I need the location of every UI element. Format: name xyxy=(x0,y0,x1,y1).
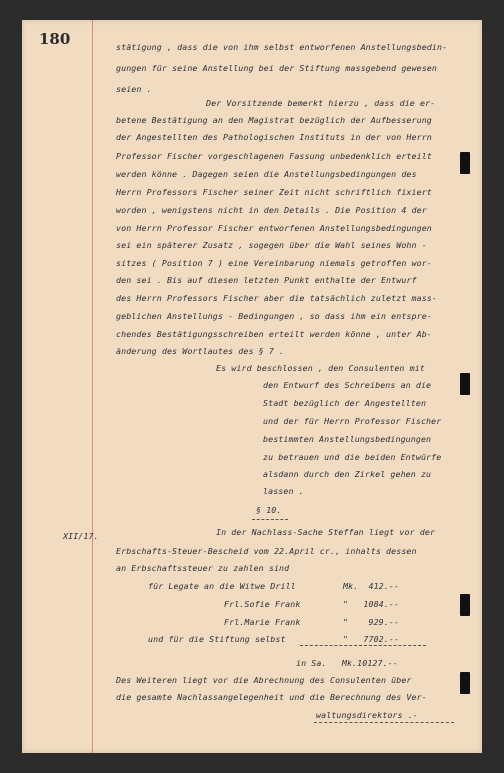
text-line: der Angestellten des Pathologischen Instituts in der von Herrn xyxy=(116,132,432,142)
page-number: 180 xyxy=(39,30,71,48)
binder-tab xyxy=(460,672,470,694)
text-line: und der für Herrn Professor Fischer xyxy=(263,416,442,426)
text-line: betene Bestätigung an den Magistrat bezüglich der Aufbesserung xyxy=(116,115,432,125)
text-line: Es wird beschlossen , den Consulenten mit xyxy=(216,363,425,373)
text-line: waltungsdirektors .- xyxy=(316,710,418,720)
text-line: zu betrauen und die beiden Entwürfe xyxy=(263,452,442,462)
binder-tab xyxy=(460,152,470,174)
text-line: Herrn Professors Fischer seiner Zeit nicht schriftlich fixiert xyxy=(116,187,432,197)
ledger-amount: Mk. 412.-- xyxy=(343,581,400,591)
text-line: worden , wenigstens nicht in den Details . Die Position 4 der xyxy=(116,205,427,215)
text-line: von Herrn Professor Fischer entworfenen Anstellungsbedingungen xyxy=(116,223,432,233)
margin-line xyxy=(92,20,93,753)
ledger-amount: " 929.-- xyxy=(343,617,400,627)
ledger-label: für Legate an die Witwe Drill xyxy=(148,581,296,591)
ledger-label: und für die Stiftung selbst xyxy=(148,634,286,644)
section-underline xyxy=(252,519,288,520)
text-line: In der Nachlass-Sache Steffan liegt vor der xyxy=(216,527,436,537)
text-line: alsdann durch den Zirkel gehen zu xyxy=(263,469,432,479)
sum-rule xyxy=(300,645,426,646)
text-line: Professor Fischer vorgeschlagenen Fassung unbedenklich erteilt xyxy=(116,151,432,161)
text-line: des Herrn Professors Fischer aber die tatsächlich zuletzt mass- xyxy=(116,293,437,303)
text-line: Stadt bezüglich der Angestellten xyxy=(263,398,427,408)
text-line: den Entwurf des Schreibens an die xyxy=(263,380,432,390)
text-line: an Erbschaftssteuer zu zahlen sind xyxy=(116,563,290,573)
text-line: geblichen Anstellungs - Bedingungen , so dass ihm ein entspre- xyxy=(116,311,432,321)
ledger-total: in Sa. Mk.10127.-- xyxy=(296,658,398,668)
continuation-underline xyxy=(314,722,454,723)
text-line: den sei . Bis auf diesen letzten Punkt enthalte der Entwurf xyxy=(116,275,417,285)
text-line: änderung des Wortlautes des § 7 . xyxy=(116,346,285,356)
binder-tab xyxy=(460,373,470,395)
margin-reference: XII/17. xyxy=(63,531,99,541)
ledger-amount: " 1084.-- xyxy=(343,599,400,609)
text-line: Des Weiteren liegt vor die Abrechnung des Consulenten über xyxy=(116,675,412,685)
text-line: die gesamte Nachlassangelegenheit und die Berechnung des Ver- xyxy=(116,692,427,702)
text-line: chendes Bestätigungsschreiben erteilt werden könne , unter Ab- xyxy=(116,329,432,339)
text-line: sei ein späterer Zusatz , sogegen über die Wahl seines Wohn - xyxy=(116,240,427,250)
text-line: sitzes ( Position 7 ) eine Vereinbarung niemals getroffen wor- xyxy=(116,258,432,268)
text-line: bestimmten Anstellungsbedingungen xyxy=(263,434,432,444)
ledger-label: Frl.Sofie Frank xyxy=(224,599,301,609)
text-line: lassen . xyxy=(263,486,304,496)
section-heading: § 10. xyxy=(256,505,282,515)
text-line: Der Vorsitzende bemerkt hierzu , dass die er- xyxy=(206,98,436,108)
text-line: gungen für seine Anstellung bei der Stiftung massgebend gewesen xyxy=(116,63,437,73)
text-line: seien . xyxy=(116,84,152,94)
text-line: stätigung , dass die von ihm selbst entworfenen Anstellungsbedin- xyxy=(116,42,448,52)
ledger-label: Frl.Marie Frank xyxy=(224,617,301,627)
text-line: werden könne . Dagegen seien die Anstellungsbedingungen des xyxy=(116,169,417,179)
binder-tab xyxy=(460,594,470,616)
text-line: Erbschafts-Steuer-Bescheid vom 22.April cr., inhalts dessen xyxy=(116,546,417,556)
ledger-amount: " 7702.-- xyxy=(343,634,400,644)
